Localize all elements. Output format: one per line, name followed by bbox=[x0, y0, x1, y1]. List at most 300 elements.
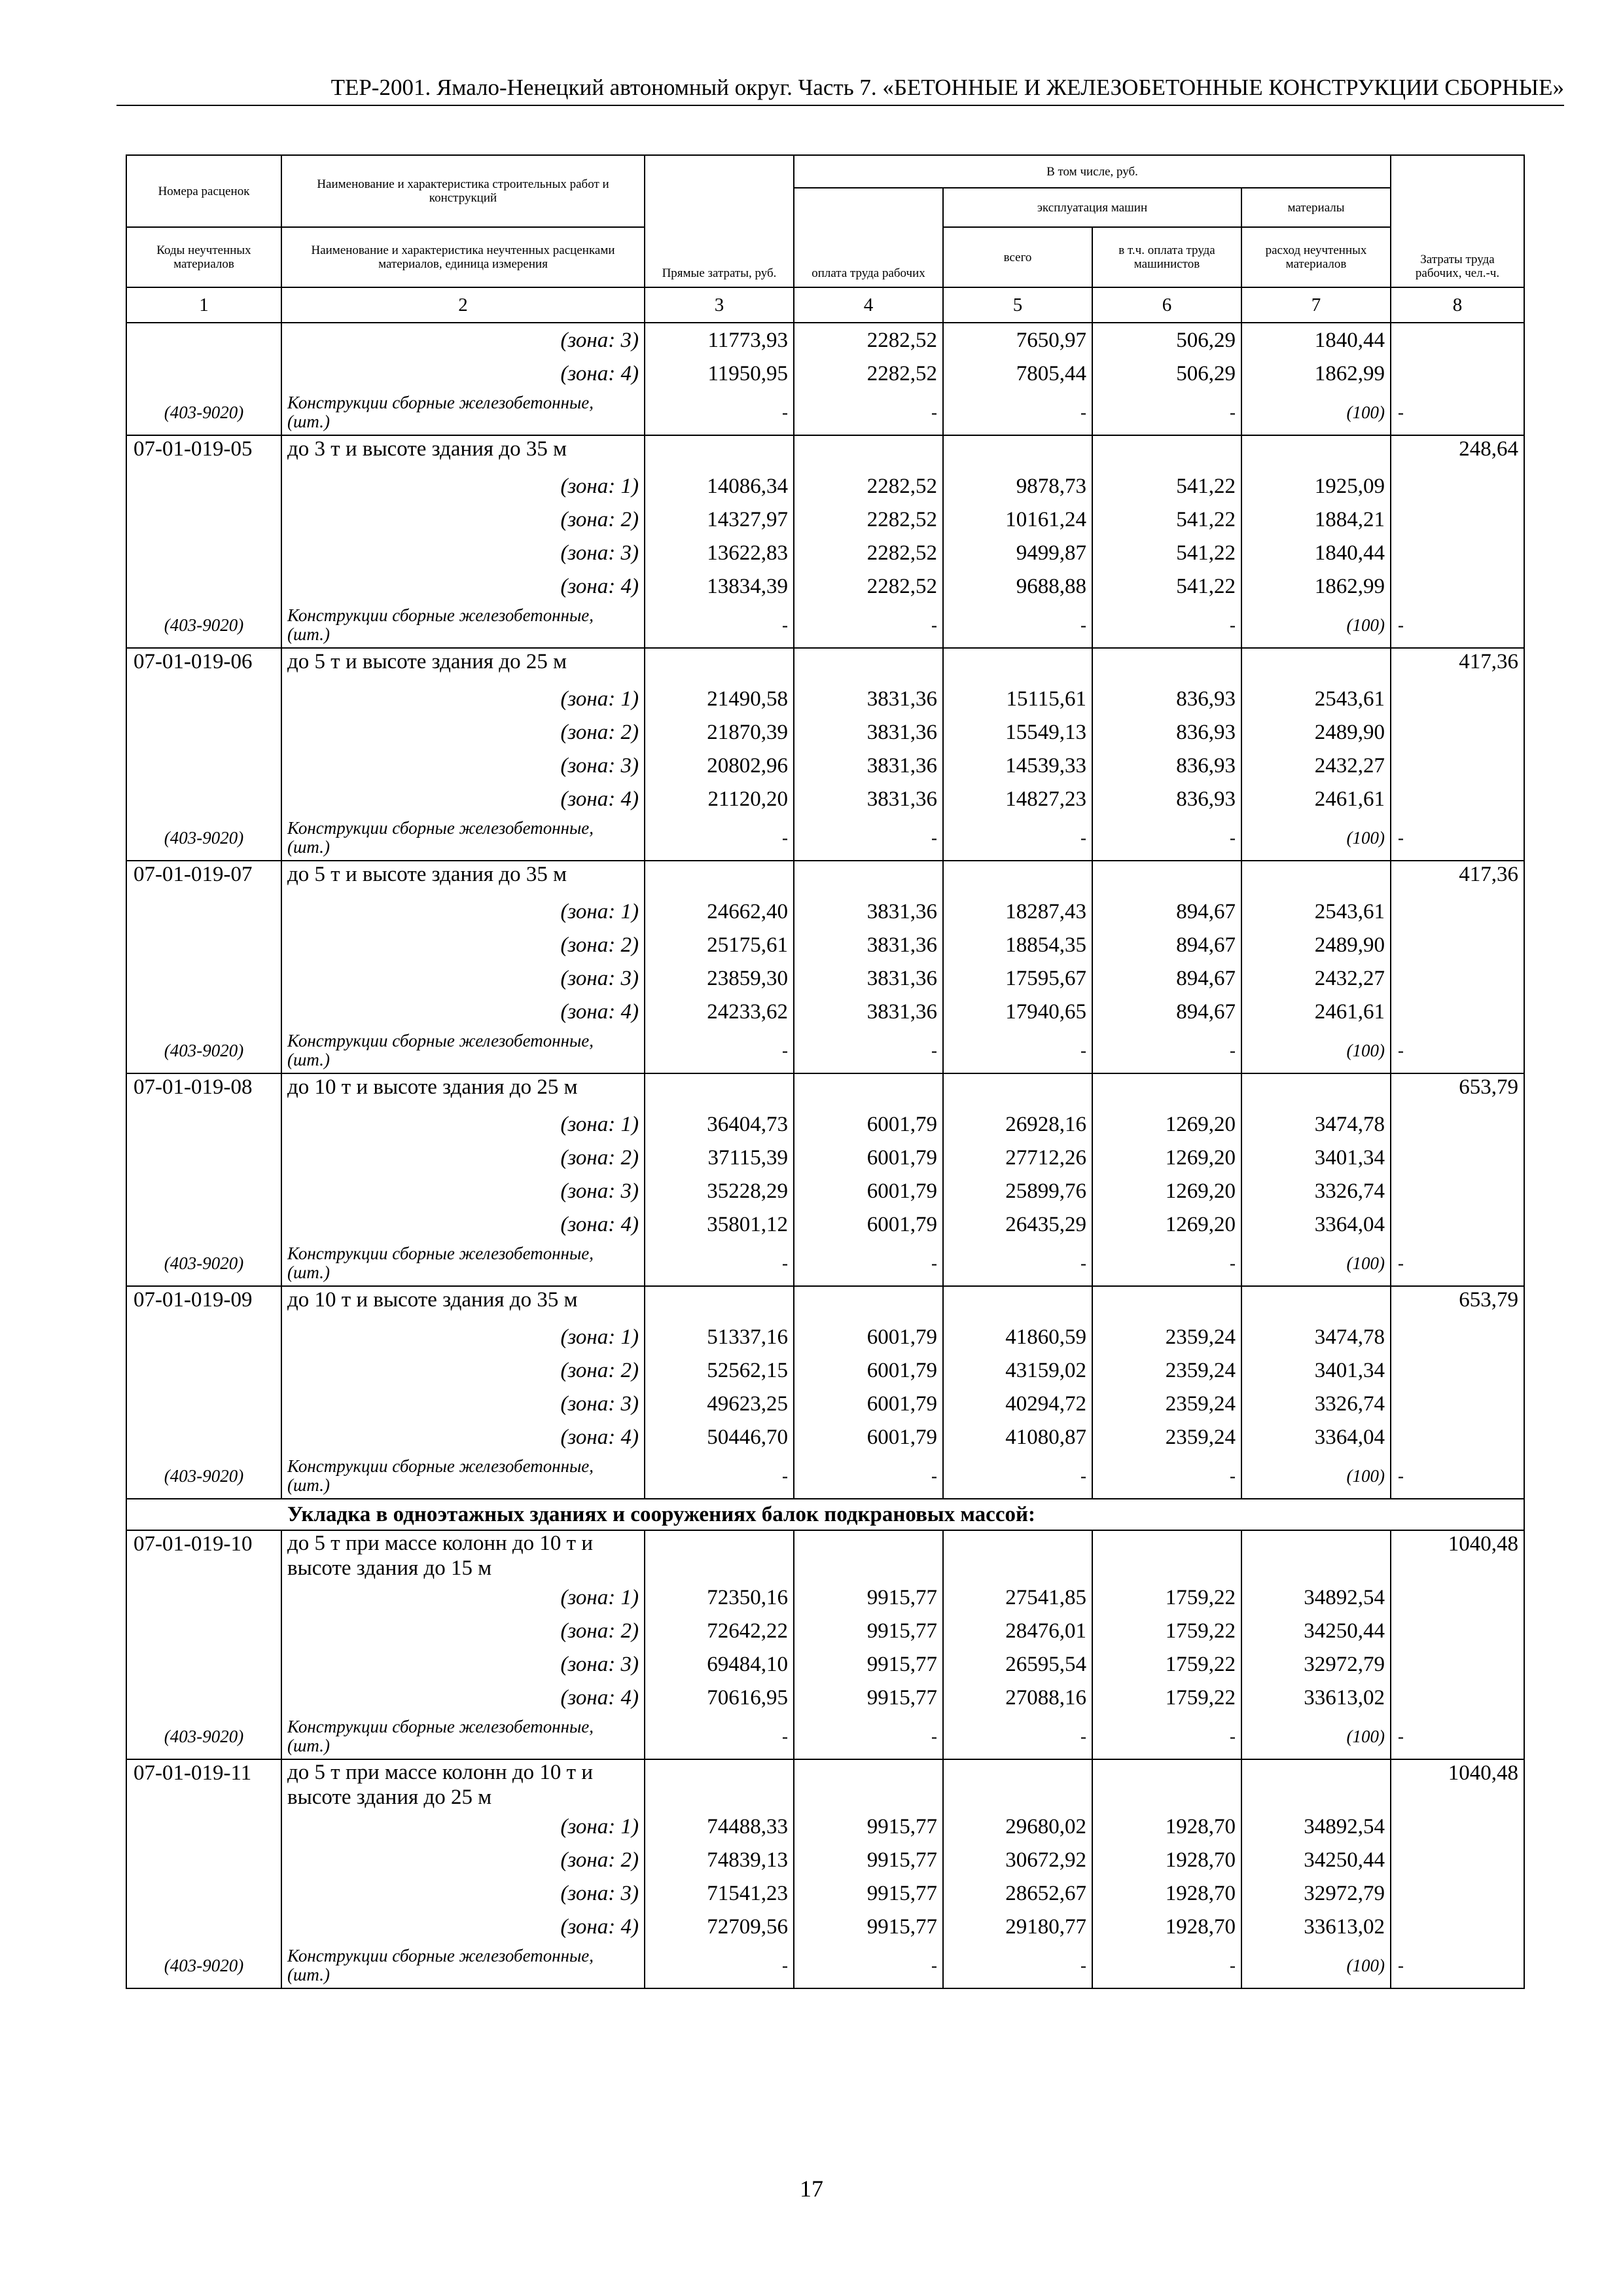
machine-cost: 15115,61 bbox=[943, 682, 1092, 715]
zone-label: (зона: 3) bbox=[281, 536, 645, 569]
machine-cost: 17940,65 bbox=[943, 995, 1092, 1028]
rates-table-container bbox=[126, 154, 1524, 1989]
hours-empty bbox=[1391, 928, 1524, 961]
labor-cost: 6001,79 bbox=[794, 1141, 943, 1174]
labor-cost: 2282,52 bbox=[794, 469, 943, 503]
machinist-labor-cost: 1928,70 bbox=[1092, 1876, 1241, 1910]
materials-cost: 1840,44 bbox=[1241, 323, 1391, 357]
code-cell-empty bbox=[126, 536, 281, 569]
hours-empty bbox=[1391, 749, 1524, 782]
rate-title: до 5 т и высоте здания до 25 м bbox=[281, 648, 645, 682]
labor-hours: 417,36 bbox=[1391, 861, 1524, 895]
hours-empty bbox=[1391, 995, 1524, 1028]
hours-empty bbox=[1391, 569, 1524, 603]
header-col6: в т.ч. оплата труда машинистов bbox=[1092, 227, 1241, 287]
direct-cost: 14086,34 bbox=[645, 469, 794, 503]
machinist-labor-cost: 1928,70 bbox=[1092, 1910, 1241, 1943]
machinist-labor-cost: 894,67 bbox=[1092, 995, 1241, 1028]
dash: - bbox=[1092, 1454, 1241, 1499]
zone-label: (зона: 1) bbox=[281, 1581, 645, 1614]
dash: - bbox=[943, 1241, 1092, 1286]
column-number: 3 bbox=[645, 287, 794, 323]
table-body bbox=[126, 323, 1524, 1988]
materials-cost: 3474,78 bbox=[1241, 1107, 1391, 1141]
dash: - bbox=[943, 816, 1092, 861]
machine-cost: 14827,23 bbox=[943, 782, 1092, 816]
labor-cost: 3831,36 bbox=[794, 715, 943, 749]
machinist-labor-cost: 2359,24 bbox=[1092, 1354, 1241, 1387]
zone-label: (зона: 2) bbox=[281, 928, 645, 961]
zone-label: (зона: 3) bbox=[281, 1387, 645, 1420]
rate-code: 07-01-019-08 bbox=[126, 1073, 281, 1107]
dash: - bbox=[794, 1241, 943, 1286]
machine-cost: 10161,24 bbox=[943, 503, 1092, 536]
zone-label: (зона: 1) bbox=[281, 1320, 645, 1354]
code-cell-empty bbox=[126, 357, 281, 390]
zone-row bbox=[126, 928, 1524, 961]
dash: - bbox=[943, 603, 1092, 648]
material-row bbox=[126, 1028, 1524, 1073]
column-number: 4 bbox=[794, 287, 943, 323]
section-title: Укладка в одноэтажных зданиях и сооружениях балок подкрановых массой: bbox=[126, 1499, 1524, 1530]
zone-label: (зона: 3) bbox=[281, 1876, 645, 1910]
zone-label: (зона: 1) bbox=[281, 1810, 645, 1843]
labor-hours: 417,36 bbox=[1391, 648, 1524, 682]
hours-empty bbox=[1391, 1174, 1524, 1208]
dash: - bbox=[645, 603, 794, 648]
machine-cost: 25899,76 bbox=[943, 1174, 1092, 1208]
code-cell-empty bbox=[126, 1420, 281, 1454]
material-row bbox=[126, 1714, 1524, 1759]
materials-cost: 1840,44 bbox=[1241, 536, 1391, 569]
dash: - bbox=[1092, 1943, 1241, 1988]
code-cell-empty bbox=[126, 1141, 281, 1174]
zone-row bbox=[126, 682, 1524, 715]
material-code: (403-9020) bbox=[126, 1028, 281, 1073]
zone-label: (зона: 4) bbox=[281, 782, 645, 816]
labor-hours: 1040,48 bbox=[1391, 1759, 1524, 1810]
machinist-labor-cost: 541,22 bbox=[1092, 536, 1241, 569]
rate-row bbox=[126, 1759, 1524, 1810]
zone-row bbox=[126, 749, 1524, 782]
zone-row bbox=[126, 1208, 1524, 1241]
rate-title: до 10 т и высоте здания до 35 м bbox=[281, 1286, 645, 1320]
machinist-labor-cost: 1759,22 bbox=[1092, 1581, 1241, 1614]
materials-cost: 34892,54 bbox=[1241, 1810, 1391, 1843]
zone-label: (зона: 2) bbox=[281, 1843, 645, 1876]
labor-cost: 3831,36 bbox=[794, 928, 943, 961]
column-number: 8 bbox=[1391, 287, 1524, 323]
header-col3: Прямые затраты, руб. bbox=[645, 155, 794, 287]
dash: - bbox=[1092, 390, 1241, 435]
direct-cost: 51337,16 bbox=[645, 1320, 794, 1354]
hours-empty bbox=[1391, 1420, 1524, 1454]
zone-row bbox=[126, 1387, 1524, 1420]
materials-cost: 1862,99 bbox=[1241, 357, 1391, 390]
code-cell-empty bbox=[126, 323, 281, 357]
code-cell-empty bbox=[126, 1387, 281, 1420]
zone-label: (зона: 4) bbox=[281, 569, 645, 603]
zone-label: (зона: 2) bbox=[281, 1141, 645, 1174]
hours-empty bbox=[1391, 1387, 1524, 1420]
labor-hours: 1040,48 bbox=[1391, 1530, 1524, 1581]
machinist-labor-cost: 2359,24 bbox=[1092, 1420, 1241, 1454]
materials-cost: 33613,02 bbox=[1241, 1910, 1391, 1943]
direct-cost: 20802,96 bbox=[645, 749, 794, 782]
header-col1-bottom: Коды неучтенных материалов bbox=[126, 227, 281, 287]
dash: - bbox=[794, 1943, 943, 1988]
dash: - bbox=[794, 1714, 943, 1759]
machine-cost: 29180,77 bbox=[943, 1910, 1092, 1943]
dash: - bbox=[645, 390, 794, 435]
direct-cost: 24233,62 bbox=[645, 995, 794, 1028]
machine-cost: 27541,85 bbox=[943, 1581, 1092, 1614]
materials-cost: 3326,74 bbox=[1241, 1174, 1391, 1208]
machine-cost: 26928,16 bbox=[943, 1107, 1092, 1141]
zone-row bbox=[126, 1354, 1524, 1387]
zone-label: (зона: 3) bbox=[281, 749, 645, 782]
direct-cost: 52562,15 bbox=[645, 1354, 794, 1387]
material-code: (403-9020) bbox=[126, 1943, 281, 1988]
code-cell-empty bbox=[126, 1581, 281, 1614]
dash: - bbox=[943, 1714, 1092, 1759]
direct-cost: 23859,30 bbox=[645, 961, 794, 995]
direct-cost: 11950,95 bbox=[645, 357, 794, 390]
machine-cost: 14539,33 bbox=[943, 749, 1092, 782]
direct-cost: 50446,70 bbox=[645, 1420, 794, 1454]
machine-cost: 27088,16 bbox=[943, 1681, 1092, 1714]
direct-cost: 49623,25 bbox=[645, 1387, 794, 1420]
hours-empty bbox=[1391, 503, 1524, 536]
column-number: 6 bbox=[1092, 287, 1241, 323]
materials-cost: 33613,02 bbox=[1241, 1681, 1391, 1714]
table-header bbox=[126, 155, 1524, 323]
direct-cost: 21490,58 bbox=[645, 682, 794, 715]
materials-cost: 34892,54 bbox=[1241, 1581, 1391, 1614]
header-col7: расход неучтенных материалов bbox=[1241, 227, 1391, 287]
dash: - bbox=[1391, 390, 1524, 435]
dash: - bbox=[645, 1028, 794, 1073]
labor-cost: 2282,52 bbox=[794, 569, 943, 603]
direct-cost: 71541,23 bbox=[645, 1876, 794, 1910]
material-name: Конструкции сборные железобетонные, (шт.) bbox=[281, 1454, 645, 1499]
direct-cost: 21870,39 bbox=[645, 715, 794, 749]
direct-cost: 72350,16 bbox=[645, 1581, 794, 1614]
column-number: 2 bbox=[281, 287, 645, 323]
dash: - bbox=[1391, 603, 1524, 648]
dash: - bbox=[794, 1028, 943, 1073]
labor-cost: 3831,36 bbox=[794, 961, 943, 995]
code-cell-empty bbox=[126, 1354, 281, 1387]
material-percent: (100) bbox=[1241, 1241, 1391, 1286]
zone-label: (зона: 4) bbox=[281, 1420, 645, 1454]
hours-empty bbox=[1391, 895, 1524, 928]
dash: - bbox=[1391, 1943, 1524, 1988]
material-row bbox=[126, 1241, 1524, 1286]
labor-cost: 2282,52 bbox=[794, 536, 943, 569]
direct-cost: 37115,39 bbox=[645, 1141, 794, 1174]
code-cell-empty bbox=[126, 1810, 281, 1843]
materials-cost: 3364,04 bbox=[1241, 1208, 1391, 1241]
rate-code: 07-01-019-11 bbox=[126, 1759, 281, 1810]
materials-cost: 2461,61 bbox=[1241, 782, 1391, 816]
hours-empty bbox=[1391, 961, 1524, 995]
hours-empty bbox=[1391, 782, 1524, 816]
machinist-labor-cost: 1928,70 bbox=[1092, 1810, 1241, 1843]
zone-row bbox=[126, 1681, 1524, 1714]
machine-cost: 26595,54 bbox=[943, 1647, 1092, 1681]
machine-cost: 28476,01 bbox=[943, 1614, 1092, 1647]
material-row bbox=[126, 816, 1524, 861]
header-col2-bottom: Наименование и характеристика неучтенных расценками материалов, единица измерения bbox=[281, 227, 645, 287]
zone-row bbox=[126, 782, 1524, 816]
dash: - bbox=[1391, 1454, 1524, 1499]
zone-label: (зона: 1) bbox=[281, 895, 645, 928]
rate-row bbox=[126, 1286, 1524, 1320]
dash: - bbox=[1092, 603, 1241, 648]
labor-cost: 3831,36 bbox=[794, 995, 943, 1028]
zone-label: (зона: 3) bbox=[281, 961, 645, 995]
rate-row bbox=[126, 861, 1524, 895]
material-name: Конструкции сборные железобетонные, (шт.) bbox=[281, 816, 645, 861]
hours-empty bbox=[1391, 1141, 1524, 1174]
machinist-labor-cost: 1759,22 bbox=[1092, 1681, 1241, 1714]
material-percent: (100) bbox=[1241, 390, 1391, 435]
machine-cost: 40294,72 bbox=[943, 1387, 1092, 1420]
zone-label: (зона: 4) bbox=[281, 357, 645, 390]
zone-row bbox=[126, 503, 1524, 536]
machinist-labor-cost: 2359,24 bbox=[1092, 1320, 1241, 1354]
material-row bbox=[126, 1943, 1524, 1988]
machinist-labor-cost: 1269,20 bbox=[1092, 1208, 1241, 1241]
zone-row bbox=[126, 1320, 1524, 1354]
zone-row bbox=[126, 1420, 1524, 1454]
code-cell-empty bbox=[126, 1876, 281, 1910]
direct-cost: 69484,10 bbox=[645, 1647, 794, 1681]
material-code: (403-9020) bbox=[126, 1714, 281, 1759]
hours-empty bbox=[1391, 323, 1524, 357]
materials-cost: 1862,99 bbox=[1241, 569, 1391, 603]
materials-cost: 2432,27 bbox=[1241, 749, 1391, 782]
labor-cost: 9915,77 bbox=[794, 1910, 943, 1943]
column-number: 5 bbox=[943, 287, 1092, 323]
zone-label: (зона: 3) bbox=[281, 1647, 645, 1681]
direct-cost: 72709,56 bbox=[645, 1910, 794, 1943]
code-cell-empty bbox=[126, 682, 281, 715]
code-cell-empty bbox=[126, 1320, 281, 1354]
labor-cost: 9915,77 bbox=[794, 1810, 943, 1843]
column-numbers-row bbox=[126, 287, 1524, 323]
material-code: (403-9020) bbox=[126, 1241, 281, 1286]
machine-cost: 41860,59 bbox=[943, 1320, 1092, 1354]
hours-empty bbox=[1391, 1647, 1524, 1681]
header-group: В том числе, руб. bbox=[794, 155, 1391, 188]
labor-cost: 6001,79 bbox=[794, 1208, 943, 1241]
labor-cost: 9915,77 bbox=[794, 1647, 943, 1681]
dash: - bbox=[794, 390, 943, 435]
dash: - bbox=[645, 1454, 794, 1499]
labor-cost: 9915,77 bbox=[794, 1843, 943, 1876]
machine-cost: 27712,26 bbox=[943, 1141, 1092, 1174]
materials-cost: 3401,34 bbox=[1241, 1354, 1391, 1387]
rate-title: до 3 т и высоте здания до 35 м bbox=[281, 435, 645, 469]
direct-cost: 74839,13 bbox=[645, 1843, 794, 1876]
labor-cost: 3831,36 bbox=[794, 682, 943, 715]
material-row bbox=[126, 1454, 1524, 1499]
machinist-labor-cost: 1269,20 bbox=[1092, 1141, 1241, 1174]
materials-cost: 1925,09 bbox=[1241, 469, 1391, 503]
rate-code: 07-01-019-06 bbox=[126, 648, 281, 682]
zone-label: (зона: 4) bbox=[281, 1910, 645, 1943]
zone-label: (зона: 2) bbox=[281, 715, 645, 749]
direct-cost: 35801,12 bbox=[645, 1208, 794, 1241]
zone-label: (зона: 1) bbox=[281, 469, 645, 503]
header-materials: материалы bbox=[1241, 188, 1391, 227]
rate-code: 07-01-019-10 bbox=[126, 1530, 281, 1581]
machinist-labor-cost: 894,67 bbox=[1092, 961, 1241, 995]
machinist-labor-cost: 1759,22 bbox=[1092, 1647, 1241, 1681]
material-code: (403-9020) bbox=[126, 816, 281, 861]
dash: - bbox=[1391, 1714, 1524, 1759]
materials-cost: 34250,44 bbox=[1241, 1843, 1391, 1876]
labor-cost: 3831,36 bbox=[794, 895, 943, 928]
header-col1-top: Номера расценок bbox=[126, 155, 281, 227]
direct-cost: 11773,93 bbox=[645, 323, 794, 357]
labor-hours: 653,79 bbox=[1391, 1286, 1524, 1320]
zone-label: (зона: 1) bbox=[281, 1107, 645, 1141]
column-number: 7 bbox=[1241, 287, 1391, 323]
material-name: Конструкции сборные железобетонные, (шт.) bbox=[281, 1241, 645, 1286]
material-percent: (100) bbox=[1241, 1454, 1391, 1499]
machinist-labor-cost: 506,29 bbox=[1092, 323, 1241, 357]
material-name: Конструкции сборные железобетонные, (шт.) bbox=[281, 603, 645, 648]
hours-empty bbox=[1391, 1320, 1524, 1354]
direct-cost: 35228,29 bbox=[645, 1174, 794, 1208]
machinist-labor-cost: 2359,24 bbox=[1092, 1387, 1241, 1420]
machine-cost: 18287,43 bbox=[943, 895, 1092, 928]
materials-cost: 32972,79 bbox=[1241, 1647, 1391, 1681]
materials-cost: 3401,34 bbox=[1241, 1141, 1391, 1174]
code-cell-empty bbox=[126, 1107, 281, 1141]
running-head: ТЕР-2001. Ямало-Ненецкий автономный округ. Часть 7. «БЕТОННЫЕ И ЖЕЛЕЗОБЕТОННЫЕ КОНСТРУКЦИИ СБОРНЫЕ» bbox=[116, 71, 1564, 106]
material-name: Конструкции сборные железобетонные, (шт.) bbox=[281, 1943, 645, 1988]
materials-cost: 2432,27 bbox=[1241, 961, 1391, 995]
dash: - bbox=[1391, 816, 1524, 861]
dash: - bbox=[1391, 1028, 1524, 1073]
section-row bbox=[126, 1499, 1524, 1530]
material-code: (403-9020) bbox=[126, 603, 281, 648]
dash: - bbox=[943, 1028, 1092, 1073]
zone-row bbox=[126, 1810, 1524, 1843]
zone-row bbox=[126, 895, 1524, 928]
code-cell-empty bbox=[126, 961, 281, 995]
material-percent: (100) bbox=[1241, 816, 1391, 861]
rate-row bbox=[126, 1530, 1524, 1581]
header-col8: Затраты труда рабочих, чел.-ч. bbox=[1391, 155, 1524, 287]
machinist-labor-cost: 1759,22 bbox=[1092, 1614, 1241, 1647]
machine-cost: 9878,73 bbox=[943, 469, 1092, 503]
dash: - bbox=[943, 1943, 1092, 1988]
machine-cost: 7805,44 bbox=[943, 357, 1092, 390]
direct-cost: 13834,39 bbox=[645, 569, 794, 603]
code-cell-empty bbox=[126, 569, 281, 603]
rate-code: 07-01-019-05 bbox=[126, 435, 281, 469]
machinist-labor-cost: 894,67 bbox=[1092, 928, 1241, 961]
materials-cost: 3326,74 bbox=[1241, 1387, 1391, 1420]
rate-row bbox=[126, 1073, 1524, 1107]
labor-cost: 6001,79 bbox=[794, 1174, 943, 1208]
materials-cost: 34250,44 bbox=[1241, 1614, 1391, 1647]
zone-row bbox=[126, 961, 1524, 995]
zone-label: (зона: 4) bbox=[281, 1208, 645, 1241]
zone-row bbox=[126, 1910, 1524, 1943]
hours-empty bbox=[1391, 715, 1524, 749]
material-code: (403-9020) bbox=[126, 390, 281, 435]
labor-cost: 9915,77 bbox=[794, 1581, 943, 1614]
hours-empty bbox=[1391, 682, 1524, 715]
zone-label: (зона: 3) bbox=[281, 1174, 645, 1208]
zone-row bbox=[126, 536, 1524, 569]
machine-cost: 17595,67 bbox=[943, 961, 1092, 995]
zone-row bbox=[126, 357, 1524, 390]
direct-cost: 74488,33 bbox=[645, 1810, 794, 1843]
material-name: Конструкции сборные железобетонные, (шт.) bbox=[281, 390, 645, 435]
header-machines: эксплуатация машин bbox=[943, 188, 1241, 227]
labor-cost: 2282,52 bbox=[794, 323, 943, 357]
material-row bbox=[126, 390, 1524, 435]
code-cell-empty bbox=[126, 928, 281, 961]
zone-label: (зона: 4) bbox=[281, 1681, 645, 1714]
dash: - bbox=[1391, 1241, 1524, 1286]
zone-row bbox=[126, 569, 1524, 603]
hours-empty bbox=[1391, 1107, 1524, 1141]
dash: - bbox=[645, 1714, 794, 1759]
labor-cost: 3831,36 bbox=[794, 749, 943, 782]
machine-cost: 26435,29 bbox=[943, 1208, 1092, 1241]
materials-cost: 2543,61 bbox=[1241, 895, 1391, 928]
code-cell-empty bbox=[126, 1910, 281, 1943]
zone-row bbox=[126, 1107, 1524, 1141]
labor-cost: 6001,79 bbox=[794, 1107, 943, 1141]
labor-cost: 2282,52 bbox=[794, 503, 943, 536]
labor-cost: 9915,77 bbox=[794, 1614, 943, 1647]
hours-empty bbox=[1391, 1910, 1524, 1943]
machine-cost: 7650,97 bbox=[943, 323, 1092, 357]
material-percent: (100) bbox=[1241, 603, 1391, 648]
hours-empty bbox=[1391, 1876, 1524, 1910]
materials-cost: 3364,04 bbox=[1241, 1420, 1391, 1454]
labor-cost: 6001,79 bbox=[794, 1420, 943, 1454]
dash: - bbox=[1092, 1028, 1241, 1073]
zone-row bbox=[126, 1647, 1524, 1681]
zone-label: (зона: 2) bbox=[281, 1614, 645, 1647]
dash: - bbox=[645, 1241, 794, 1286]
machinist-labor-cost: 836,93 bbox=[1092, 749, 1241, 782]
rate-title: до 5 т при массе колонн до 10 т и высоте здания до 25 м bbox=[281, 1759, 645, 1810]
material-name: Конструкции сборные железобетонные, (шт.) bbox=[281, 1028, 645, 1073]
material-name: Конструкции сборные железобетонные, (шт.) bbox=[281, 1714, 645, 1759]
header-col2-top: Наименование и характеристика строительных работ и конструкций bbox=[281, 155, 645, 227]
page-number: 17 bbox=[800, 2176, 823, 2202]
machine-cost: 9499,87 bbox=[943, 536, 1092, 569]
header-col4: оплата труда рабочих bbox=[794, 188, 943, 287]
material-code: (403-9020) bbox=[126, 1454, 281, 1499]
labor-cost: 9915,77 bbox=[794, 1876, 943, 1910]
hours-empty bbox=[1391, 1354, 1524, 1387]
zone-row bbox=[126, 469, 1524, 503]
machinist-labor-cost: 836,93 bbox=[1092, 682, 1241, 715]
zone-label: (зона: 2) bbox=[281, 503, 645, 536]
